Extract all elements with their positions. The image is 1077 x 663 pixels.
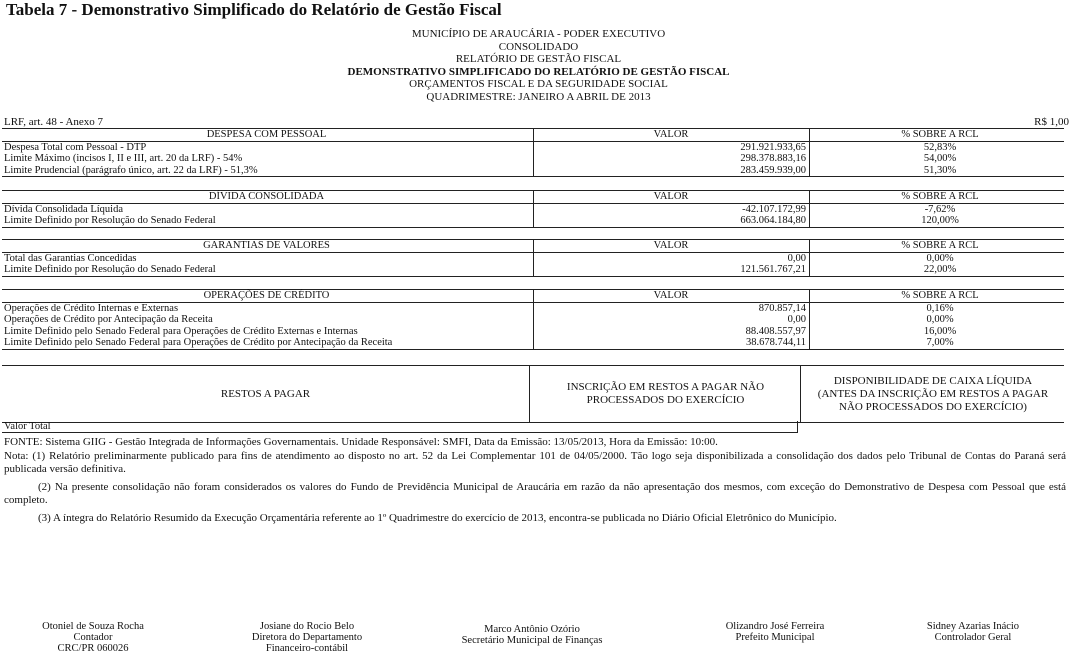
row-label: Operações de Crédito por Antecipação da Receita — [4, 314, 213, 325]
signature-controlador — [898, 621, 1048, 643]
col-header-percent: % SOBRE A RCL — [810, 240, 1065, 253]
restos-inscricao — [529, 366, 801, 422]
col-header-value: VALOR — [534, 191, 810, 204]
col-header-value: VALOR — [534, 290, 810, 303]
row-value: 38.678.744,11 — [534, 337, 810, 349]
col-header-value: VALOR — [534, 240, 810, 253]
note-3: (3) A íntegra do Relatório Resumido da Execução Orçamentária referente ao 1º Quadrimestre do exercício de 2013, encontra-se publicada no Diário Oficial Eletrônico do Município. — [38, 511, 837, 524]
row-label: Dívida Consolidada Líquida — [4, 203, 123, 215]
header-demonstrative: DEMONSTRATIVO SIMPLIFICADO DO RELATÓRIO DE GESTÃO FISCAL — [347, 65, 730, 78]
row-value: 283.459.939,00 — [534, 165, 810, 177]
currency-unit: R$ 1,00 — [1034, 116, 1069, 128]
row-percent: 16,00% — [810, 326, 1065, 338]
table-header-row — [2, 290, 1064, 303]
notes-block — [4, 436, 1066, 525]
table-despesa-pessoal — [2, 128, 1064, 177]
row-label: Operações de Crédito Internas e Externas — [4, 302, 179, 314]
row-percent: 120,00% — [810, 215, 1065, 227]
signature-role: Prefeito Municipal — [735, 632, 815, 643]
header-report-name: RELATÓRIO DE GESTÃO FISCAL — [455, 53, 622, 65]
table-row — [2, 203, 1064, 215]
signature-name: Otoniel de Souza Rocha — [42, 621, 144, 632]
lrf-reference: LRF, art. 48 - Anexo 7 — [4, 116, 104, 128]
signature-secretario — [442, 624, 622, 646]
row-value: 88.408.557,97 — [534, 326, 810, 338]
restos-inscricao-line1: INSCRIÇÃO EM RESTOS A PAGAR NÃO — [566, 381, 765, 393]
row-label: Limite Definido pelo Senado Federal para Operações de Crédito Externas e Internas — [4, 325, 358, 337]
table-operacoes-credito — [2, 289, 1064, 350]
table-header-row — [2, 240, 1064, 253]
row-percent: 52,83% — [810, 141, 1065, 153]
restos-a-pagar-block — [2, 365, 1064, 423]
col-header-item: DÍVIDA CONSOLIDADA — [2, 191, 534, 204]
table-header-row — [2, 191, 1064, 204]
row-percent: 54,00% — [810, 153, 1065, 165]
table-row — [2, 215, 1064, 227]
report-header — [0, 28, 1077, 103]
header-consolidated: CONSOLIDADO — [498, 40, 579, 53]
row-label: Limite Máximo (incisos I, II e III, art. 20 da LRF) - 54% — [4, 153, 243, 164]
restos-label: RESTOS A PAGAR — [220, 387, 311, 400]
table-row — [2, 326, 1064, 338]
row-value: 0,00 — [534, 252, 810, 264]
valor-total-row: Valor Total — [2, 421, 798, 433]
row-value: 663.064.184,80 — [534, 215, 810, 227]
row-value: 0,00 — [534, 314, 810, 326]
row-percent: 7,00% — [810, 337, 1065, 349]
restos-disp-line2: (ANTES DA INSCRIÇÃO EM RESTOS A PAGAR — [817, 387, 1049, 400]
row-value: 291.921.933,65 — [534, 141, 810, 153]
restos-inscricao-line2: PROCESSADOS DO EXERCÍCIO — [586, 394, 745, 406]
row-percent: 0,16% — [810, 302, 1065, 314]
row-label: Limite Definido por Resolução do Senado Federal — [2, 215, 534, 227]
col-header-item: GARANTIAS DE VALORES — [2, 240, 534, 253]
col-header-percent: % SOBRE A RCL — [810, 290, 1065, 303]
signature-contador — [18, 621, 168, 654]
table-row — [2, 153, 1064, 165]
col-header-item: OPERAÇÕES DE CRÉDITO — [2, 290, 534, 303]
table-row — [2, 165, 1064, 177]
header-municipality: MUNICÍPIO DE ARAUCÁRIA - PODER EXECUTIVO — [411, 28, 666, 40]
signature-prefeito — [700, 621, 850, 643]
row-percent: 22,00% — [810, 264, 1065, 276]
row-percent: 0,00% — [810, 314, 1065, 326]
page-title: Tabela 7 - Demonstrativo Simplificado do Relatório de Gestão Fiscal — [6, 0, 502, 19]
col-header-percent: % SOBRE A RCL — [810, 191, 1065, 204]
table-row — [2, 302, 1064, 314]
row-label: Total das Garantias Concedidas — [4, 252, 137, 264]
table-row — [2, 264, 1064, 276]
col-header-value: VALOR — [534, 129, 810, 142]
signature-diretora — [232, 621, 382, 654]
table-row — [2, 252, 1064, 264]
table-row — [2, 314, 1064, 326]
col-header-percent: % SOBRE A RCL — [810, 129, 1065, 142]
table-divida-consolidada — [2, 190, 1064, 228]
signature-extra: Financeiro-contábil — [265, 643, 349, 654]
note-2: (2) Na presente consolidação não foram considerados os valores do Fundo de Previdência Municipal de Araucária em razão da não apresentação dos mesmos, com exceção do Demonstrativo de Despesa com Pessoal que está completo. — [4, 480, 1066, 506]
row-label: Limite Definido pelo Senado Federal para Operações de Crédito por Antecipação da Receita — [2, 337, 534, 349]
header-period: QUADRIMESTRE: JANEIRO A ABRIL DE 2013 — [426, 90, 651, 103]
restos-disp-line3: NÃO PROCESSADOS DO EXERCÍCIO) — [839, 400, 1027, 413]
signature-role: Contador — [73, 632, 113, 643]
row-value: 298.378.883,16 — [534, 153, 810, 165]
row-value: 121.561.767,21 — [534, 264, 810, 276]
signature-role: Secretário Municipal de Finanças — [461, 635, 603, 646]
source-note: FONTE: Sistema GIIG - Gestão Integrada de Informações Governamentais. Unidade Responsável: SMFI, Data da Emissão: 13/05/2013, Hora da Emissão: 10:00. — [4, 436, 718, 448]
col-header-item: DESPESA COM PESSOAL — [2, 129, 534, 142]
row-label: Despesa Total com Pessoal - DTP — [4, 141, 147, 153]
row-percent: 0,00% — [810, 252, 1065, 264]
signature-role: Diretora do Departamento — [251, 632, 363, 643]
row-percent: -7,62% — [810, 203, 1065, 215]
table-row — [2, 141, 1064, 153]
signature-name: Marco Antônio Ozório — [484, 624, 580, 635]
signature-extra: CRC/PR 060026 — [57, 643, 129, 654]
signature-role: Controlador Geral — [934, 632, 1012, 643]
signature-name: Olizandro José Ferreira — [725, 621, 825, 632]
signature-name: Sidney Azarias Inácio — [926, 621, 1020, 632]
header-budgets: ORÇAMENTOS FISCAL E DA SEGURIDADE SOCIAL — [409, 78, 668, 90]
row-label: Limite Definido por Resolução do Senado Federal — [2, 264, 534, 276]
signature-name: Josiane do Rocio Belo — [259, 621, 355, 632]
row-value: -42.107.172,99 — [534, 203, 810, 215]
table-row — [2, 337, 1064, 349]
restos-disponibilidade — [800, 366, 1065, 422]
table-garantias-valores — [2, 239, 1064, 277]
restos-disp-line1: DISPONIBILIDADE DE CAIXA LÍQUIDA — [833, 374, 1033, 387]
row-label: Limite Prudencial (parágrafo único, art. 22 da LRF) - 51,3% — [2, 165, 534, 177]
row-percent: 51,30% — [810, 165, 1065, 177]
note-1: Nota: (1) Relatório preliminarmente publicado para fins de atendimento ao disposto no art. 52 da Lei Complementar 101 de 04/05/2000. Tão logo seja disponibilizada a consolidação dos dados pelo Tribunal de Contas do Paraná será publicada versão definitiva. — [4, 449, 1066, 475]
row-value: 870.857,14 — [534, 302, 810, 314]
table-header-row — [2, 129, 1064, 142]
